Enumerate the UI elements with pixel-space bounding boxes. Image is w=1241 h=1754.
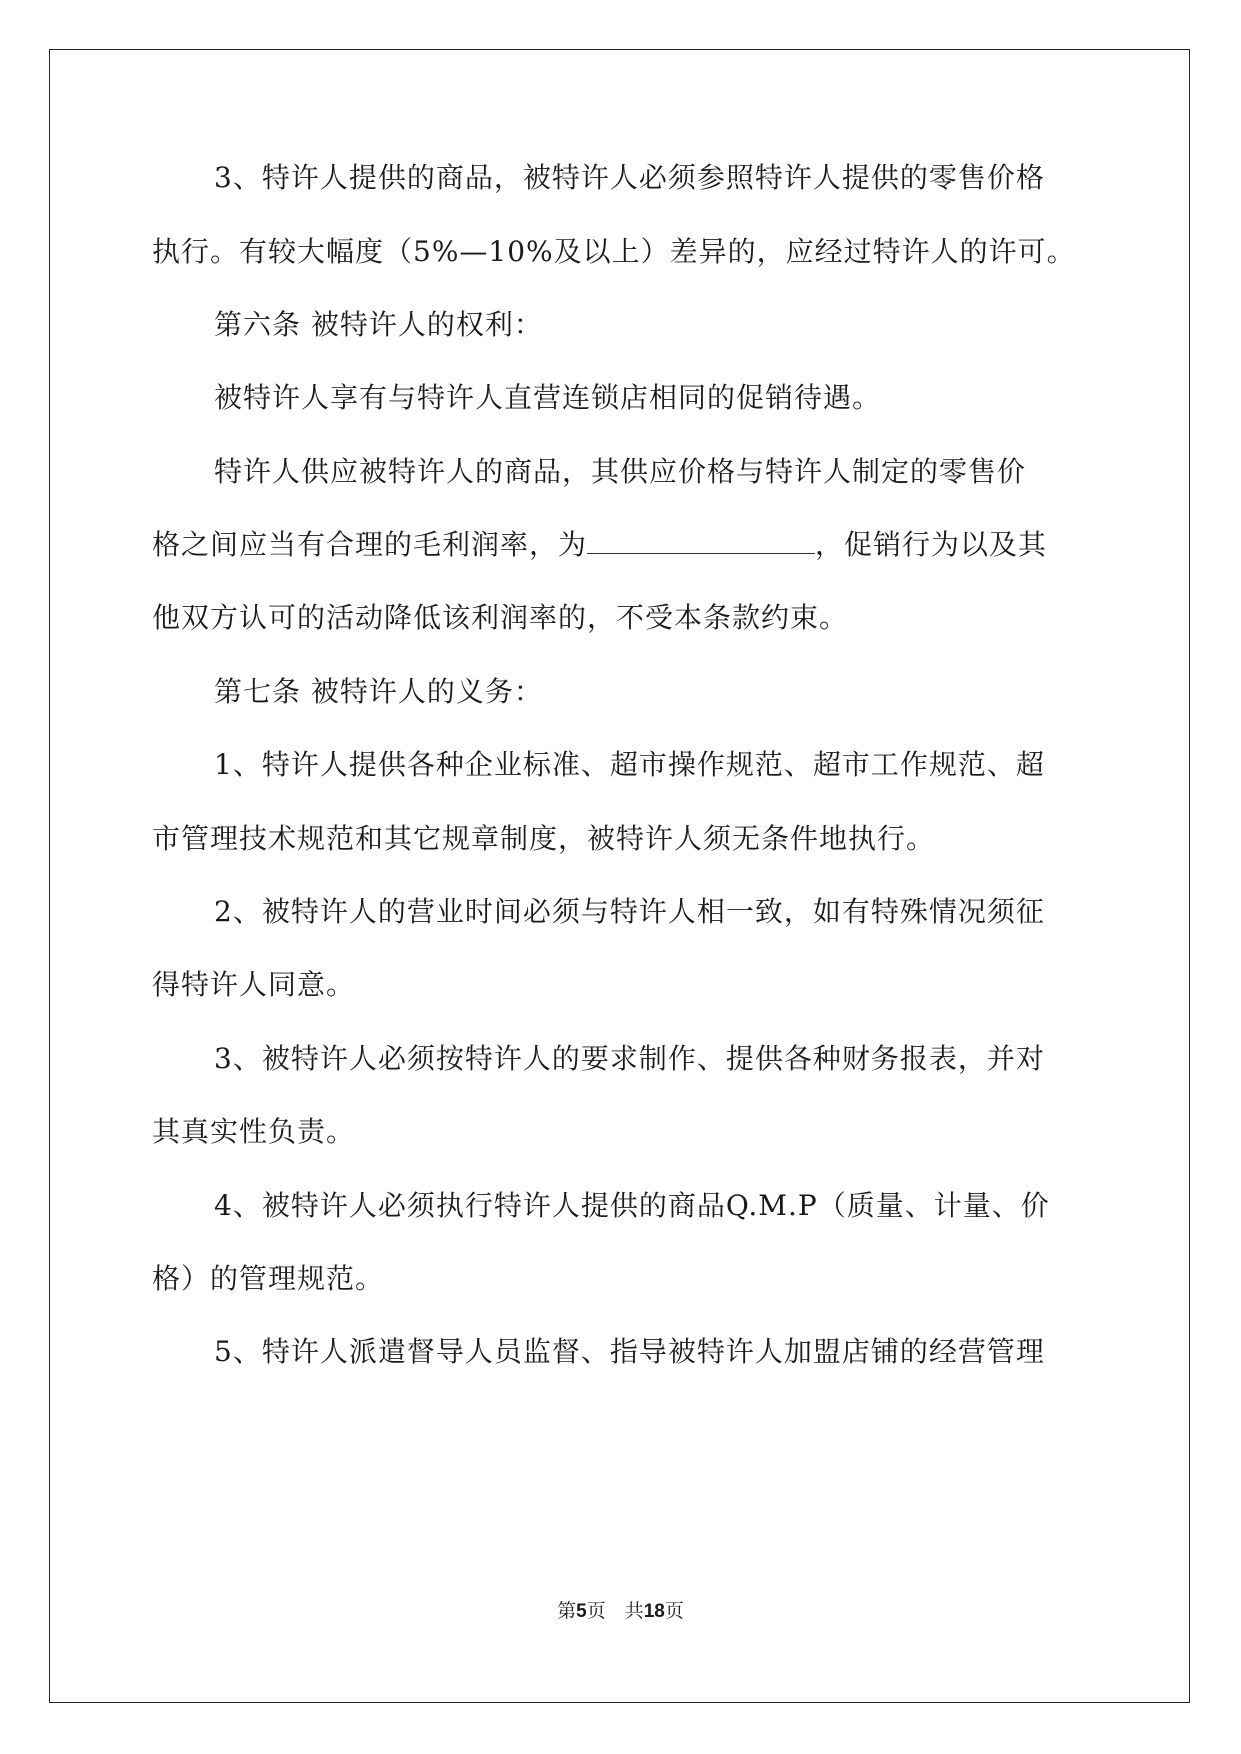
paragraph-line: 1、特许人提供各种企业标准、超市操作规范、超市工作规范、超 bbox=[214, 748, 1045, 781]
paragraph-line: 其真实性负责。 bbox=[152, 1115, 356, 1148]
paragraph-line: 4、被特许人必须执行特许人提供的商品Q.M.P（质量、计量、价 bbox=[214, 1189, 1050, 1222]
paragraph-line: 格）的管理规范。 bbox=[152, 1262, 385, 1295]
paragraph-line-with-blank bbox=[152, 525, 1082, 565]
paragraph-line: 被特许人享有与特许人直营连锁店相同的促销待遇。 bbox=[214, 381, 882, 414]
text-segment: 格之间应当有合理的毛利润率，为 bbox=[152, 528, 588, 561]
footer-suffix: 页 bbox=[664, 1600, 684, 1622]
paragraph-line: 3、特许人提供的商品，被特许人必须参照特许人提供的零售价格 bbox=[214, 161, 1045, 194]
footer-prefix: 第 bbox=[557, 1600, 577, 1622]
page-number: 5 bbox=[576, 1601, 587, 1622]
total-pages: 18 bbox=[643, 1601, 665, 1622]
paragraph-line: 特许人供应被特许人的商品，其供应价格与特许人制定的零售价 bbox=[214, 455, 1027, 488]
paragraph-line: 3、被特许人必须按特许人的要求制作、提供各种财务报表，并对 bbox=[214, 1042, 1045, 1075]
text-segment: ，促销行为以及其 bbox=[815, 528, 1048, 561]
paragraph-line: 市管理技术规范和其它规章制度，被特许人须无条件地执行。 bbox=[152, 822, 936, 855]
fill-in-blank bbox=[587, 527, 815, 554]
paragraph-line: 得特许人同意。 bbox=[152, 968, 356, 1001]
page-footer bbox=[0, 1598, 1241, 1625]
article-heading-7: 第七条 被特许人的义务： bbox=[214, 675, 543, 708]
page-border bbox=[49, 49, 1190, 1703]
article-heading-6: 第六条 被特许人的权利： bbox=[214, 308, 543, 341]
paragraph-line: 执行。有较大幅度（5%—10%及以上）差异的，应经过特许人的许可。 bbox=[152, 235, 1076, 268]
paragraph-line: 2、被特许人的营业时间必须与特许人相一致，如有特殊情况须征 bbox=[214, 895, 1045, 928]
footer-middle: 页 共 bbox=[586, 1600, 644, 1622]
paragraph-line: 5、特许人派遣督导人员监督、指导被特许人加盟店铺的经营管理 bbox=[214, 1335, 1045, 1368]
paragraph-line: 他双方认可的活动降低该利润率的，不受本条款约束。 bbox=[152, 601, 849, 634]
